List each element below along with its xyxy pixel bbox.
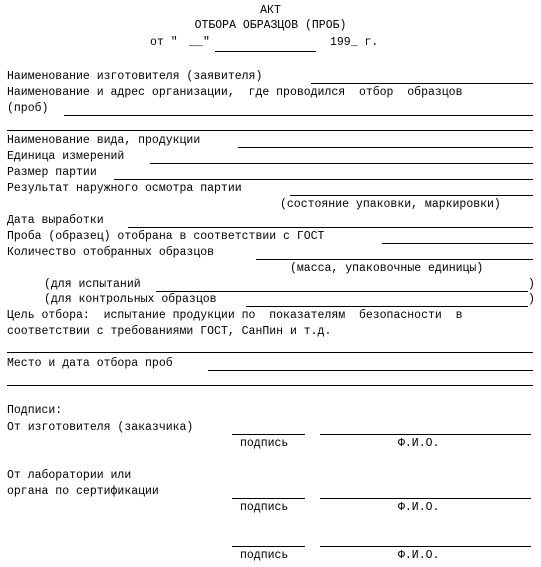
date-month-line[interactable] <box>215 51 316 52</box>
date-year: 199_ г. <box>330 36 379 49</box>
inspection-label: Результат наружного осмотра партии <box>7 182 242 195</box>
organization-label-line1: Наименование и адрес организации, где проводился отбор образцов <box>7 86 463 99</box>
lab-signature-label: подпись <box>240 501 289 514</box>
purpose-line[interactable] <box>7 352 533 353</box>
production-date-line[interactable] <box>128 227 533 228</box>
sample-gost-line[interactable] <box>382 243 533 244</box>
lab-signature-line[interactable] <box>232 498 305 499</box>
for-tests-close: ) <box>528 278 535 291</box>
batch-size-label: Размер партии <box>7 166 97 179</box>
date-mid: " <box>203 36 210 49</box>
second-name-line[interactable] <box>320 546 531 547</box>
lab-name-line[interactable] <box>320 498 531 499</box>
manufacturer-line[interactable] <box>311 83 533 84</box>
manufacturer-name-line[interactable] <box>320 434 531 435</box>
product-label: Наименование вида, продукции <box>7 134 201 147</box>
manufacturer-signature-line[interactable] <box>232 434 305 435</box>
date-day-blank[interactable]: __ <box>189 36 203 49</box>
sample-count-line[interactable] <box>256 259 533 260</box>
inspection-hint: (состояние упаковки, маркировки) <box>280 198 501 211</box>
for-control-label: (для контрольных образцов <box>44 293 217 306</box>
manufacturer-signature-label: подпись <box>240 437 289 450</box>
production-date-label: Дата выработки <box>7 214 104 227</box>
act-title: АКТ <box>260 4 281 17</box>
from-manufacturer-label: От изготовителя (заказчика) <box>7 421 194 434</box>
purpose-line1: Цель отбора: испытание продукции по показателям безопасности в <box>7 309 463 322</box>
sample-count-label: Количество отобранных образцов <box>7 246 215 259</box>
inspection-line[interactable] <box>290 195 533 196</box>
organization-line-2[interactable] <box>7 130 533 131</box>
sample-gost-label: Проба (образец) отобрана в соответствии с ГОСТ <box>7 230 325 243</box>
product-line[interactable] <box>238 147 533 148</box>
place-date-line-2[interactable] <box>7 385 533 386</box>
act-subtitle: ОТБОРА ОБРАЗЦОВ (ПРОБ) <box>194 19 347 32</box>
signatures-heading: Подписи: <box>7 404 63 417</box>
second-signature-line[interactable] <box>232 546 305 547</box>
for-tests-label: (для испытаний <box>44 278 141 291</box>
for-control-line[interactable] <box>246 306 528 307</box>
date-prefix: от " <box>150 36 178 49</box>
unit-line[interactable] <box>150 163 533 164</box>
manufacturer-label: Наименование изготовителя (заявителя) <box>7 70 263 83</box>
lab-label-line2: органа по сертификации <box>7 485 159 498</box>
second-name-label: Ф.И.О. <box>398 549 440 562</box>
place-date-label: Место и дата отбора проб <box>7 357 173 370</box>
place-date-line[interactable] <box>208 370 533 371</box>
organization-label-line2: (проб) <box>7 102 49 115</box>
lab-name-label: Ф.И.О. <box>398 501 440 514</box>
purpose-line2: соответствии с требованиями ГОСТ, СанПин и т.д. <box>7 325 332 338</box>
mass-hint: (масса, упаковочные единицы) <box>290 262 484 275</box>
unit-label: Единица измерений <box>7 150 125 163</box>
lab-label-line1: От лаборатории или <box>7 469 132 482</box>
manufacturer-name-label: Ф.И.О. <box>398 437 440 450</box>
batch-size-line[interactable] <box>114 179 533 180</box>
for-control-close: ) <box>528 293 535 306</box>
for-tests-line[interactable] <box>156 291 528 292</box>
organization-line-1[interactable] <box>64 115 533 116</box>
second-signature-label: подпись <box>240 549 289 562</box>
